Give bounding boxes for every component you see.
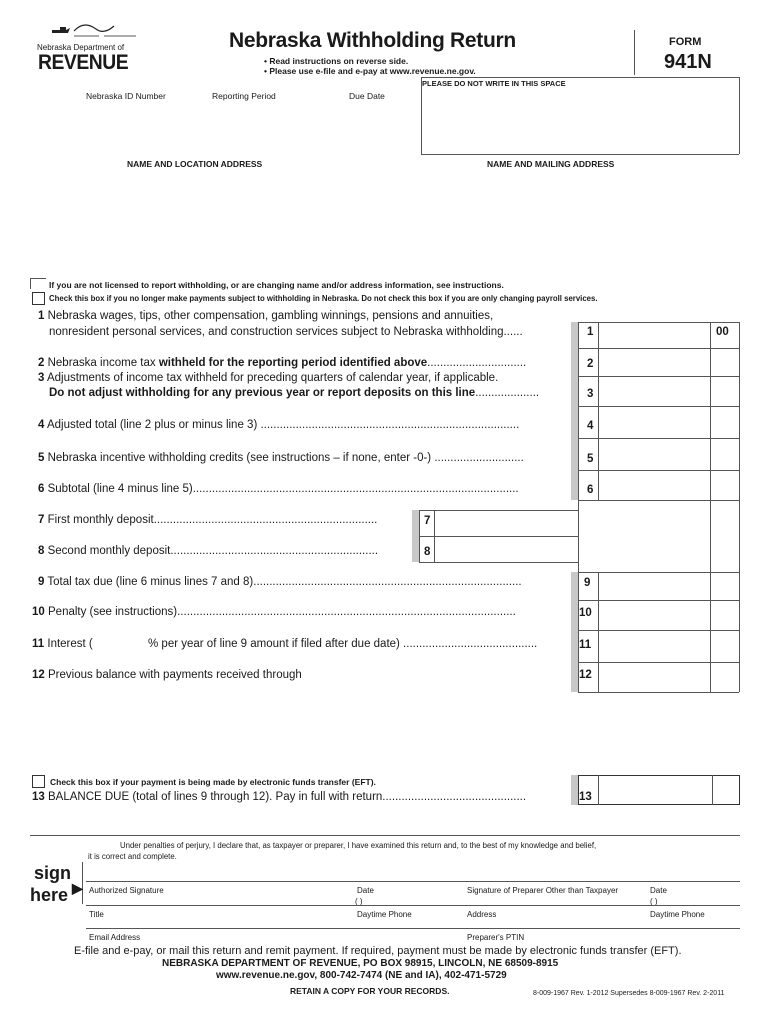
box-12-number: 12 [579,669,592,681]
box-7-number: 7 [424,515,431,527]
address-label: Address [467,910,497,919]
nebraska-id-label: Nebraska ID Number [86,91,166,101]
line-3-text-b: Do not adjust withholding for any previous year or report deposits on this line.................... [49,387,540,399]
box-3-number: 3 [587,388,594,400]
line-1-cents: 00 [716,326,729,338]
date2-label: Date [650,886,667,895]
do-not-write-label: PLEASE DO NOT WRITE IN THIS SPACE [422,79,566,88]
signature-date-field[interactable] [357,862,457,881]
line-8-text: 8 Second monthly deposit................................................................. [38,545,379,557]
date-label: Date [357,886,374,895]
box-9-number: 9 [584,577,591,589]
line-13-amount-box[interactable] [578,775,740,805]
footer-contact: www.revenue.ne.gov, 800-742-7474 (NE and IA), 402-471-5729 [216,970,507,981]
mailing-address-label: NAME AND MAILING ADDRESS [487,159,615,169]
line-6-amount-field[interactable] [599,471,710,500]
line-13-text: 13 BALANCE DUE (total of lines 9 through 12). Pay in full with return............................................. [32,791,527,803]
line-5-text: 5 Nebraska incentive withholding credits (see instructions – if none, enter -0-) ............................ [38,452,524,464]
line-1-amount-field[interactable] [599,323,710,348]
no-payments-checkbox[interactable] [32,292,45,305]
authorized-signature-field[interactable] [86,862,346,881]
box-2-number: 2 [587,358,594,370]
phone-paren-2: ( ) [650,897,658,906]
line-1-text-a: 1 Nebraska wages, tips, other compensation, gambling winnings, pensions and annuities, [38,310,494,322]
arrow-icon: ▶ [72,880,83,896]
daytime-phone2-label: Daytime Phone [650,910,705,919]
line-8-amount-field[interactable] [435,537,578,562]
perjury-statement-b: it is correct and complete. [88,852,177,861]
form-label: FORM [669,36,702,48]
box-11-number: 11 [579,639,592,651]
line-3-amount-field[interactable] [599,377,710,406]
daytime-phone-label: Daytime Phone [357,910,412,919]
form-title: Nebraska Withholding Return [229,29,516,52]
preparer-date-field[interactable] [650,862,740,881]
agency-name: REVENUE [38,51,129,74]
box-13-number: 13 [579,791,592,803]
footer-instructions: E-file and e-pay, or mail this return and remit payment. If required, payment must be made by electronic funds transfer (EFT). [74,945,682,957]
reporting-period-label: Reporting Period [212,91,276,101]
line-12-amount-field[interactable] [599,663,710,692]
box-5-number: 5 [587,453,594,465]
here-label: here [30,885,69,905]
instruction-bullet-1: • Read instructions on reverse side. [264,56,409,66]
line-6-text: 6 Subtotal (line 4 minus line 5)...................................................................................................... [38,483,519,495]
preparer-signature-label: Signature of Preparer Other than Taxpayer [467,886,619,895]
authorized-signature-label: Authorized Signature [89,886,164,895]
agency-dept: Nebraska Department of [37,43,125,52]
line-5-amount-field[interactable] [599,439,710,470]
email-label: Email Address [89,933,141,942]
instruction-bullet-2: • Please use e-file and e-pay at www.revenue.ne.gov. [264,66,476,76]
box-8-number: 8 [424,546,431,558]
title-label: Title [89,910,104,919]
box-6-number: 6 [587,484,594,496]
sign-label: sign [34,863,72,883]
no-payments-check-label: Check this box if you no longer make payments subject to withholding in Nebraska. Do not check this box if you are only changing payroll services. [49,294,598,303]
form-number: 941N [664,51,712,73]
line-2-text: 2 Nebraska income tax withheld for the reporting period identified above............................... [38,357,527,369]
revision-info: 8-009-1967 Rev. 1-2012 Supersedes 8-009-1967 Rev. 2-2011 [533,990,725,997]
line-2-amount-field[interactable] [599,349,710,376]
preparer-signature-field[interactable] [467,862,642,881]
box-10-number: 10 [579,607,592,619]
license-notice: If you are not licensed to report withholding, or are changing name and/or address information, see instructions. [49,280,504,290]
line-1-text-b: nonresident personal services, and construction services subject to Nebraska withholding...... [49,326,523,338]
box-4-number: 4 [587,420,594,432]
line-9-text: 9 Total tax due (line 6 minus lines 7 and 8).................................................................................... [38,576,522,588]
footer-address: NEBRASKA DEPARTMENT OF REVENUE, PO BOX 98915, LINCOLN, NE 68509-8915 [162,958,559,969]
revenue-logo-icon [44,16,139,44]
line-10-amount-field[interactable] [599,601,710,630]
retain-copy: RETAIN A COPY FOR YOUR RECORDS. [290,986,450,996]
line-11-text-a: 11 Interest ( [32,638,93,650]
eft-checkbox[interactable] [32,775,45,788]
line-7-text: 7 First monthly deposit...................................................................... [38,514,378,526]
line-12-text: 12 Previous balance with payments received through [32,669,302,681]
location-address-label: NAME AND LOCATION ADDRESS [127,159,263,169]
line-10-text: 10 Penalty (see instructions).......................................................................................................... [32,606,516,618]
due-date-label: Due Date [349,91,385,101]
line-11-text-b: % per year of line 9 amount if filed after due date) .......................................... [148,638,538,650]
eft-check-label: Check this box if your payment is being made by electronic funds transfer (EFT). [50,777,376,787]
box-1-number: 1 [587,326,594,338]
phone-paren: ( ) [355,897,363,906]
line-9-amount-field[interactable] [599,573,710,600]
line-7-amount-field[interactable] [435,511,578,536]
interest-rate-field[interactable] [100,638,144,652]
ptin-label: Preparer's PTIN [467,933,525,942]
perjury-statement-a: Under penalties of perjury, I declare that, as taxpayer or preparer, I have examined this return and, to the best of my knowledge and belief, [120,841,597,850]
line-3-text-a: 3 Adjustments of income tax withheld for preceding quarters of calendar year, if applicable. [38,372,499,384]
line-4-amount-field[interactable] [599,407,710,438]
line-11-amount-field[interactable] [599,631,710,662]
line-4-text: 4 Adjusted total (line 2 plus or minus line 3) ................................................................................. [38,419,520,431]
